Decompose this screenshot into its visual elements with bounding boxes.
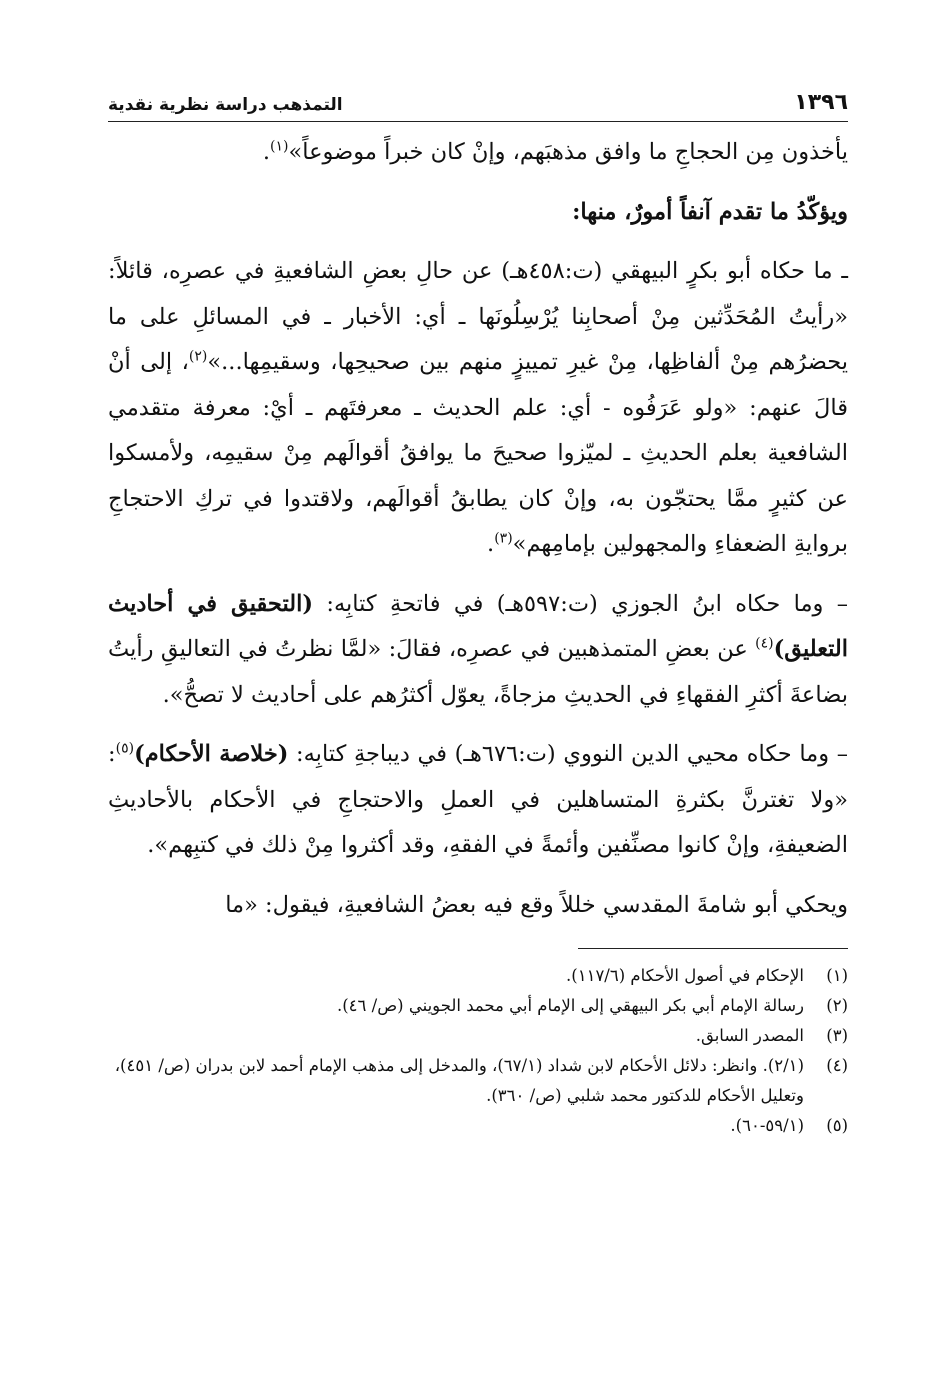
footnote-number: (٥) bbox=[826, 1116, 848, 1135]
running-title: التمذهب دراسة نظرية نقدية bbox=[108, 95, 343, 115]
paragraph-3-part-b: ، إلى أنْ قالَ عنهم: «ولو عَرَفُوه - أي: علم الحديث ـ معرفتَهم ـ أيْ: معرفة متقدمي الشافعية بعلم الحديثِ ـ لميّزوا صحيحَ ما يوافقُ أقوالَهم مِنْ سقيمِه، ولأمسكوا عن كثيرٍ ممَّا يحتجّون به، وإنْ كان يطابقُ أقوالَهم، ولاقتدوا في تركِ الاحتجاجِ بروايةِ الضعفاءِ والمجهولين بإمامِهم» bbox=[108, 349, 848, 557]
book-title-tahqiq: (التحقيق في أحاديث التعليق) bbox=[108, 590, 848, 662]
footnote-item bbox=[108, 1111, 848, 1141]
paragraph-4-part-b: عن بعضِ المتمذهبين في عصرِه، فقالَ: «لمَّا نظرتُ في التعاليقِ رأيتُ بضاعةَ أكثرِ الفقهاءِ في الحديثِ مزجاةً، يعوّل أكثرُهم على أحاديث لا تصحُّ». bbox=[108, 636, 848, 708]
footnote-number: (٣) bbox=[826, 1026, 848, 1045]
paragraph-1-text: يأخذون مِن الحجاجِ ما وافق مذهبَهم، وإنْ كان خبراً موضوعاً» bbox=[288, 139, 848, 165]
body-text bbox=[108, 130, 848, 928]
footnote-item bbox=[108, 961, 848, 991]
paragraph-6 bbox=[108, 883, 848, 929]
footnote-text: رسالة الإمام أبي بكر البيهقي إلى الإمام أبي محمد الجويني (ص/ ٤٦). bbox=[336, 996, 804, 1015]
paragraph-5-part-a: – وما حكاه محيي الدين النووي (ت:٦٧٦هـ) في ديباجةِ كتابِه: bbox=[288, 741, 848, 767]
paragraph-5-part-b: : «ولا تغترنَّ بكثرةِ المتساهلين في العملِ والاحتجاجِ في الأحكام بالأحاديثِ الضعيفةِ، وإنْ كانوا مصنِّفين وأئمةً في الفقهِ، وقد أكثروا مِنْ ذلك في كتبِهم». bbox=[108, 741, 848, 858]
footnotes bbox=[108, 961, 848, 1141]
section-lead-heading: ويؤكّدُ ما تقدم آنفاً أمورٌ، منها: bbox=[572, 198, 848, 225]
footnote-ref-5[interactable]: (٥) bbox=[115, 740, 135, 757]
footnote-ref-1[interactable]: (١) bbox=[270, 138, 289, 155]
footnote-text: المصدر السابق. bbox=[695, 1026, 804, 1045]
paragraph-6-text: ويحكي أبو شامةَ المقدسي خللاً وقع فيه بعضُ الشافعيةِ، فيقول: «ما bbox=[225, 891, 848, 918]
footnote-ref-3[interactable]: (٣) bbox=[494, 530, 513, 547]
footnote-number: (١) bbox=[826, 966, 848, 985]
footnote-number: (٤) bbox=[826, 1056, 848, 1075]
paragraph-3-part-a: ـ ما حكاه أبو بكرٍ البيهقي (ت:٤٥٨هـ) عن حالِ بعضِ الشافعيةِ في عصرِه، قائلاً: «رأيتُ المُحَدِّثين مِنْ أصحابِنا يُرْسِلُونَها ـ أي: الأخبار ـ في المسائلِ على ما يحضرُهم مِنْ ألفاظِها، مِنْ غيرِ تمييزٍ منهم بين صحيحِها، وسقيمِها...» bbox=[108, 258, 848, 375]
footnote-ref-2[interactable]: (٢) bbox=[188, 348, 208, 365]
page-number: ١٣٩٦ bbox=[794, 90, 848, 115]
paragraph-4-part-a: – وما حكاه ابنُ الجوزي (ت:٥٩٧هـ) في فاتحةِ كتابِه: bbox=[313, 590, 848, 617]
footnote-ref-4[interactable]: (٤) bbox=[755, 635, 774, 652]
book-title-khulasa: (خلاصة الأحكام) bbox=[134, 741, 289, 767]
paragraph-5 bbox=[108, 732, 848, 869]
book-page bbox=[108, 88, 848, 1141]
paragraph-4 bbox=[108, 582, 848, 719]
paragraph-2 bbox=[108, 190, 848, 236]
paragraph-1-tail: . bbox=[262, 139, 270, 165]
footnote-item bbox=[108, 1051, 848, 1111]
paragraph-3 bbox=[108, 249, 848, 568]
footnote-number: (٢) bbox=[826, 996, 848, 1015]
footnote-separator bbox=[578, 948, 848, 949]
paragraph-1 bbox=[108, 130, 848, 176]
paragraph-3-tail: . bbox=[487, 531, 495, 557]
page-header bbox=[108, 88, 848, 122]
footnote-text: (٢/١). وانظر: دلائل الأحكام لابن شداد (٦٧/١)، والمدخل إلى مذهب الإمام أحمد لابن بدران (ص/ ٤٥١)، وتعليل الأحكام للدكتور محمد شلبي (ص/ ٣٦٠). bbox=[114, 1056, 804, 1105]
footnote-item bbox=[108, 1021, 848, 1051]
footnote-text: (٥٩/١-٦٠). bbox=[730, 1116, 804, 1135]
footnote-item bbox=[108, 991, 848, 1021]
footnote-text: الإحكام في أصول الأحكام (١١٧/٦). bbox=[566, 966, 804, 985]
